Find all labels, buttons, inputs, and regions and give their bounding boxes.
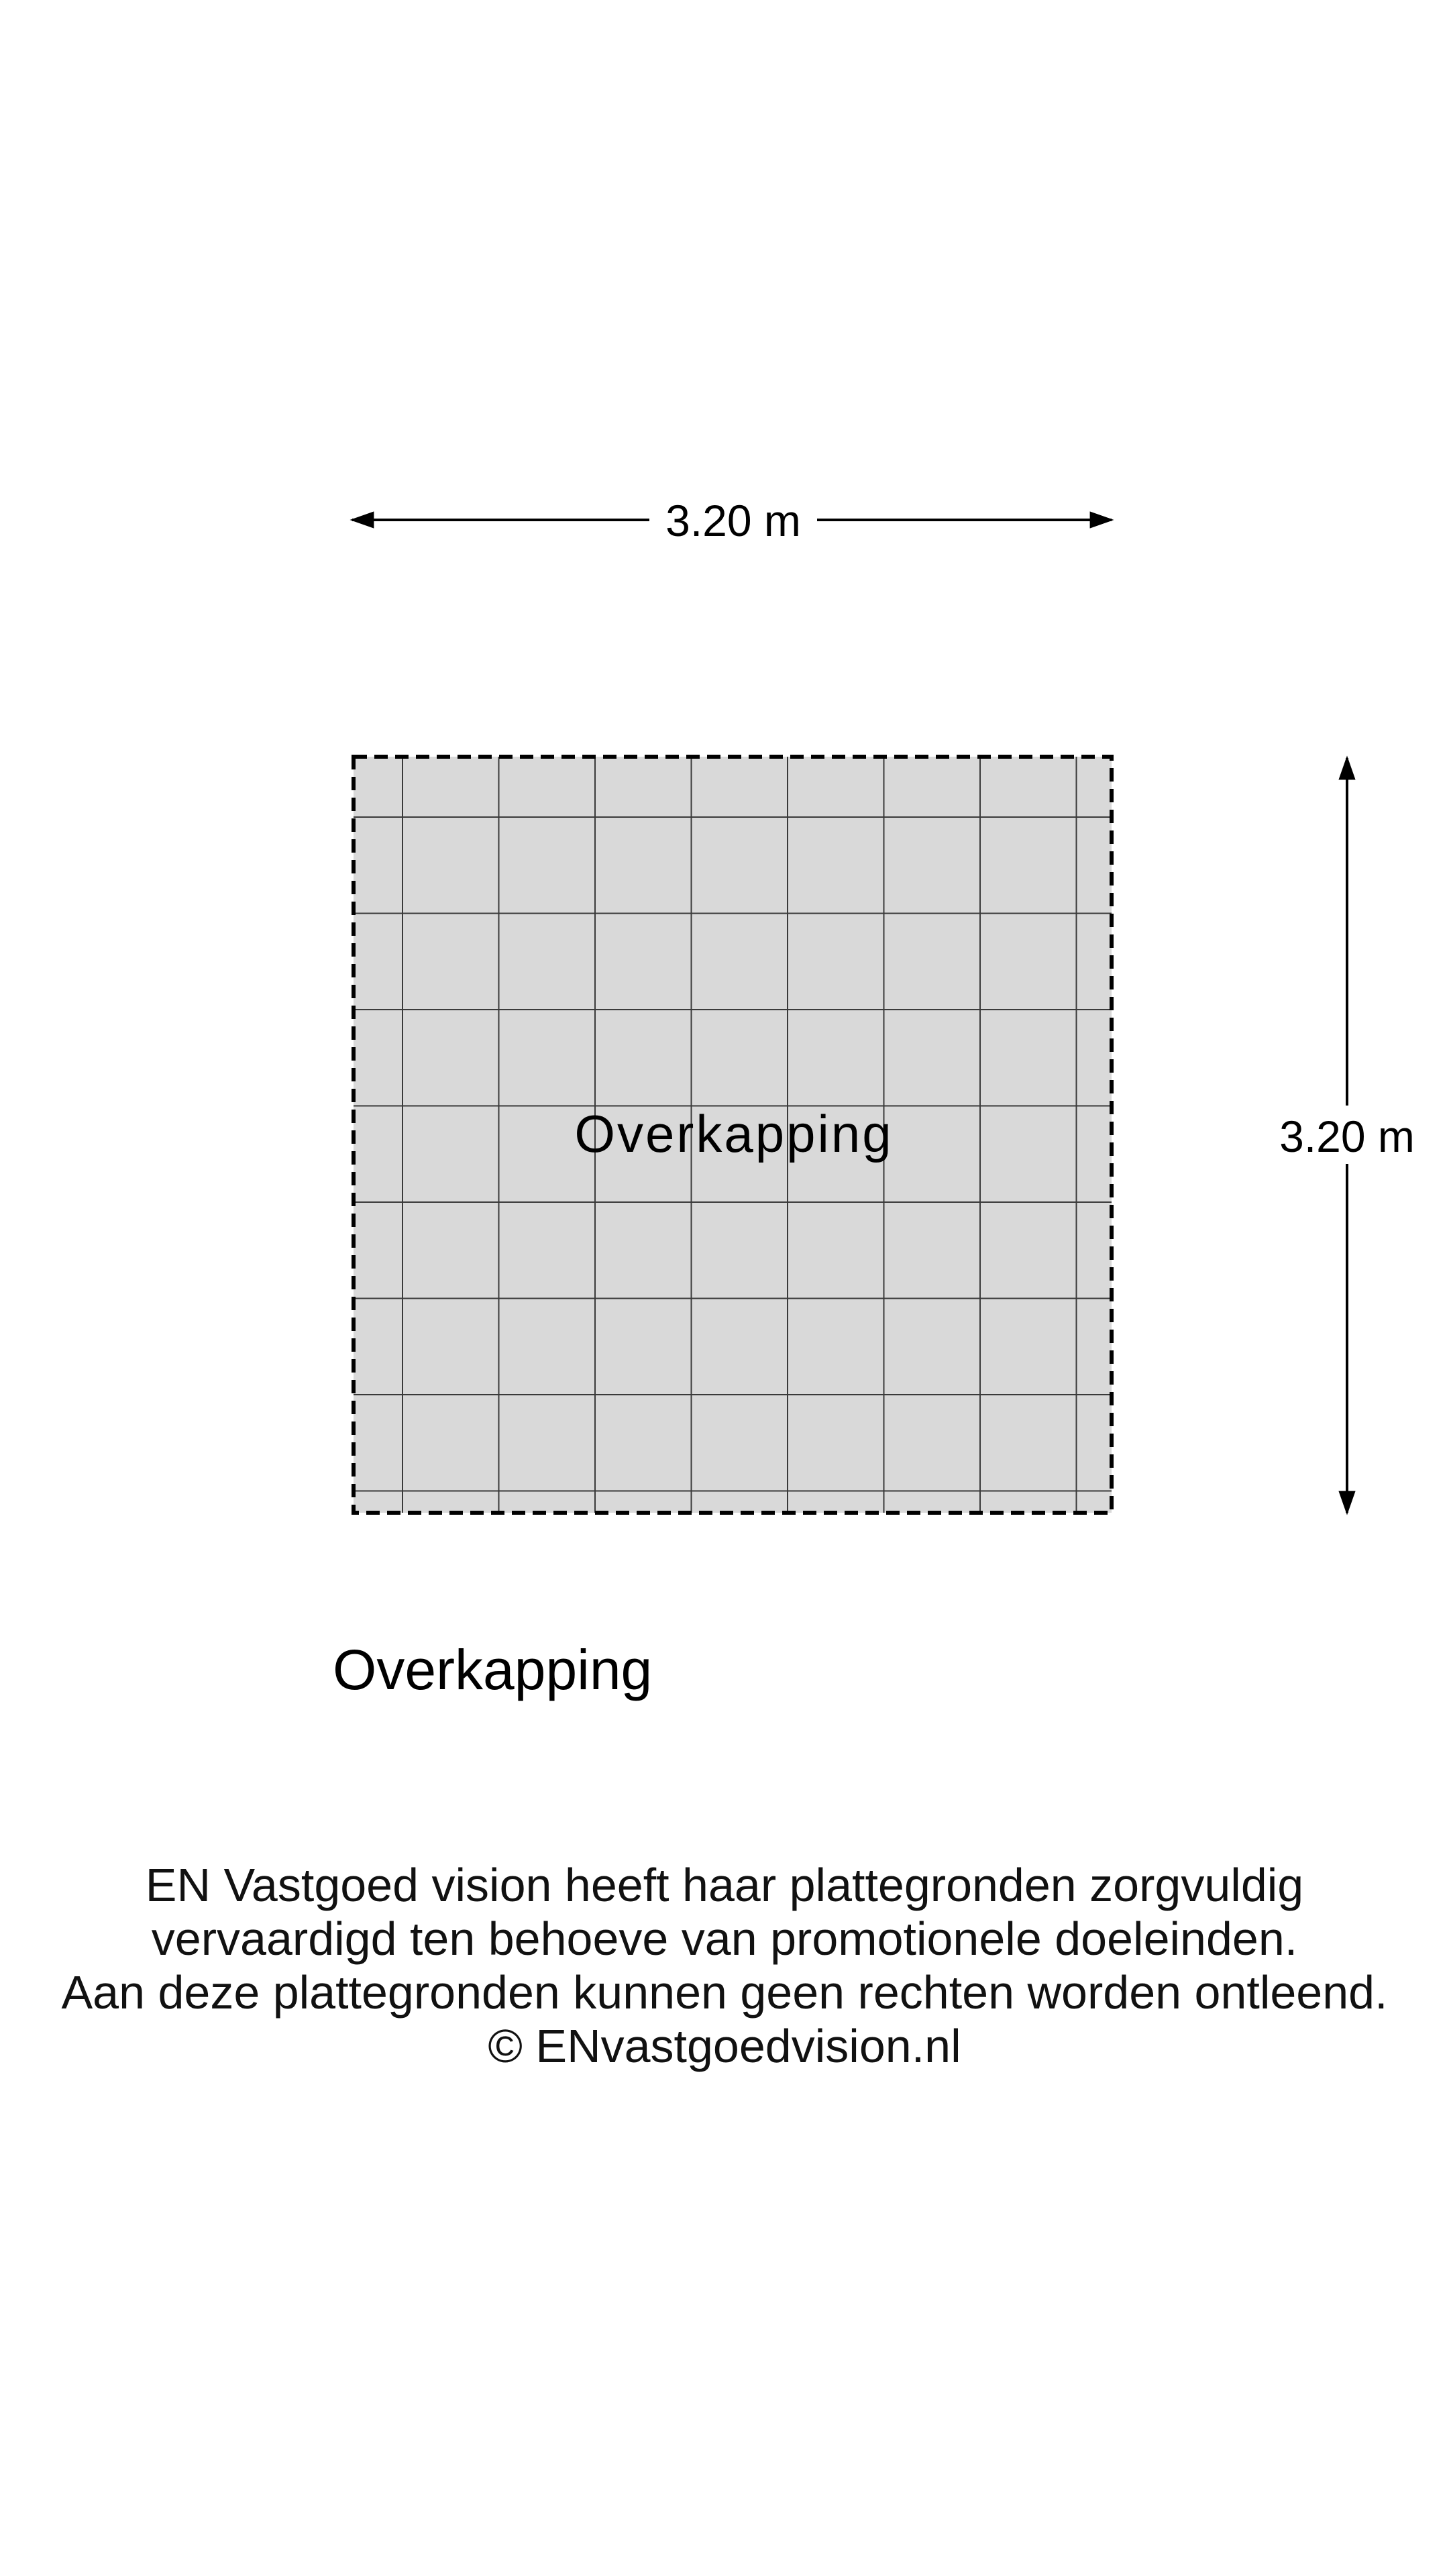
- floor-caption: Overkapping: [333, 1638, 653, 1701]
- disclaimer-line: Aan deze plattegronden kunnen geen rechten worden ontleend.: [61, 1966, 1388, 2019]
- disclaimer: [0, 1858, 1449, 2073]
- disclaimer-line: vervaardigd ten behoeve van promotionele doeleinden.: [151, 1913, 1298, 1965]
- disclaimer-line: EN Vastgoed vision heeft haar plattegronden zorgvuldig: [145, 1859, 1304, 1911]
- room-overkapping: [354, 757, 1112, 1513]
- height-dimension: [1279, 758, 1415, 1513]
- width-dimension: [352, 496, 1112, 545]
- height-dimension-label: 3.20 m: [1279, 1112, 1415, 1161]
- copyright: © ENvastgoedvision.nl: [488, 2020, 961, 2072]
- room-label: Overkapping: [574, 1104, 894, 1163]
- width-dimension-label: 3.20 m: [665, 496, 801, 545]
